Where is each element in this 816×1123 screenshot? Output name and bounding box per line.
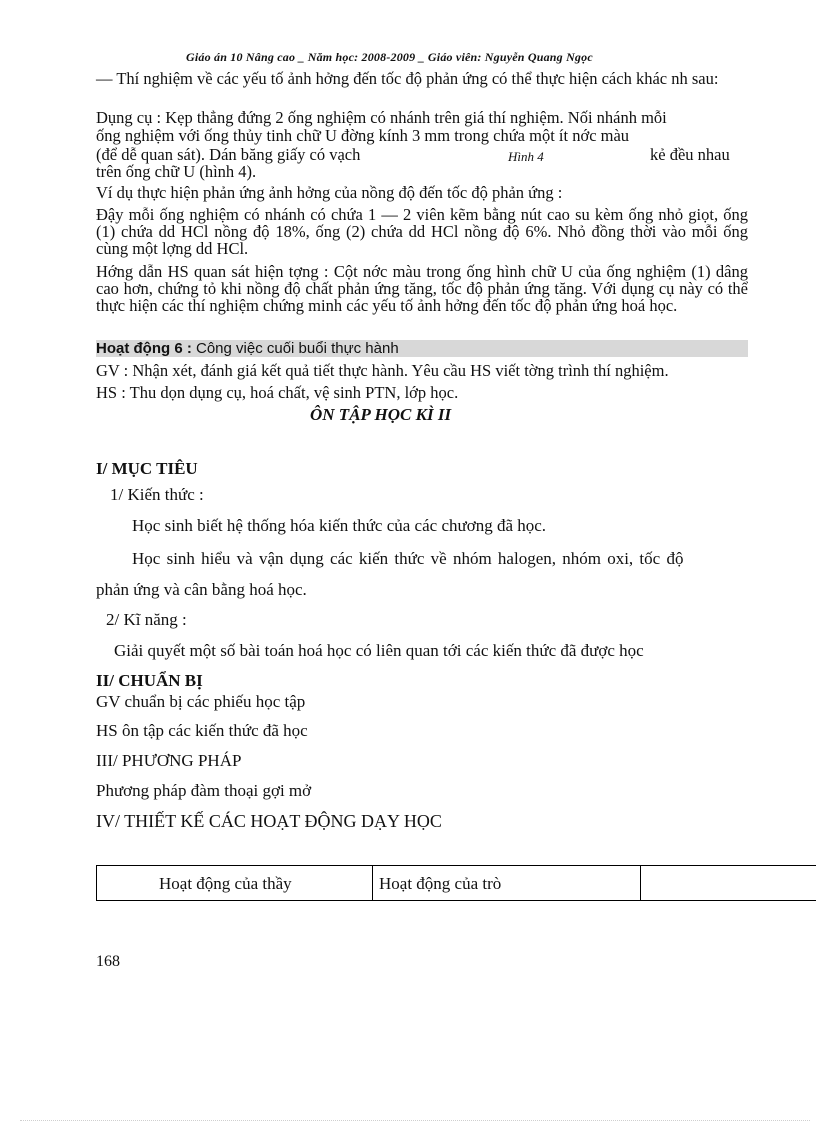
heading-activities: IV/ THIẾT KẾ CÁC HOẠT ĐỘNG DẠY HỌC bbox=[96, 811, 442, 831]
table-divider-2 bbox=[640, 866, 641, 900]
tools-line-4: trên ống chữ U (hình 4). bbox=[96, 162, 257, 181]
section-title: ÔN TẬP HỌC KÌ II bbox=[310, 405, 452, 424]
guide-paragraph: Hớng dẫn HS quan sát hiện tợng : Cột nớc màu trong ống hình chữ U của ống nghiệm (1) dâng cao hơn, chứng tỏ khi nồng độ chất phản ứng tăng, tốc độ phản ứng tăng. Với dụng cụ này có thể thực hiện các thí nghiệm chứng minh các yếu tố ảnh hởng đến tốc độ phản ứng hoá học. bbox=[96, 262, 748, 315]
activity-table-header bbox=[96, 865, 816, 901]
method-line: Phương pháp đàm thoại gợi mở bbox=[96, 781, 312, 800]
knowledge-line-1: Học sinh biết hệ thống hóa kiến thức của các chương đã học. bbox=[132, 516, 547, 535]
knowledge-line-2a: Học sinh hiểu và vận dụng các kiến thức về nhóm halogen, nhóm oxi, tốc độ bbox=[132, 549, 684, 568]
gv-line: GV : Nhận xét, đánh giá kết quả tiết thực hành. Yêu cầu HS viết tờng trình thí nghiệm. bbox=[96, 361, 669, 380]
example-line: Ví dụ thực hiện phản ứng ảnh hởng của nồng độ đến tốc độ phản ứng : bbox=[96, 183, 563, 202]
prep-line-1: GV chuẩn bị các phiếu học tập bbox=[96, 692, 306, 711]
activity-6-text: Công việc cuối buổi thực hành bbox=[196, 340, 399, 357]
heading-preparation: II/ CHUẨN BỊ bbox=[96, 671, 203, 690]
procedure-paragraph: Đậy mỗi ống nghiệm có nhánh có chứa 1 — 2 viên kẽm bằng nút cao su kèm ống nhỏ giọt, ống (1) chứa dd HCl nồng độ 18%, ống (2) chứa dd HCl nồng độ 6%. Nhỏ đồng thời vào mỗi ống cùng một lợng dd HCl. bbox=[96, 205, 748, 258]
experiment-intro: — Thí nghiệm về các yếu tố ảnh hởng đến tốc độ phản ứng có thể thực hiện cách khác nh sau: bbox=[96, 69, 719, 88]
sub-skills: 2/ Kĩ năng : bbox=[106, 610, 187, 629]
col-student: Hoạt động của trò bbox=[379, 874, 502, 893]
page-bottom-divider bbox=[20, 1120, 810, 1121]
knowledge-line-2b: phản ứng và cân bằng hoá học. bbox=[96, 580, 307, 599]
prep-line-2: HS ôn tập các kiến thức đã học bbox=[96, 721, 308, 740]
tools-line-3a: (để dễ quan sát). Dán băng giấy có vạch bbox=[96, 145, 361, 164]
table-divider-1 bbox=[372, 866, 373, 900]
figure-label: Hình 4 bbox=[508, 149, 544, 164]
heading-method: III/ PHƯƠNG PHÁP bbox=[96, 751, 242, 770]
page-header: Giáo án 10 Nâng cao _ Năm học: 2008-2009 _ Giáo viên: Nguyễn Quang Ngọc bbox=[186, 50, 593, 64]
hs-line: HS : Thu dọn dụng cụ, hoá chất, vệ sinh PTN, lớp học. bbox=[96, 383, 459, 402]
page-number: 168 bbox=[96, 953, 120, 970]
sub-knowledge: 1/ Kiến thức : bbox=[110, 485, 204, 504]
col-teacher: Hoạt động của thầy bbox=[159, 874, 292, 893]
heading-objectives: I/ MỤC TIÊU bbox=[96, 459, 198, 478]
activity-6-label: Hoạt động 6 : bbox=[96, 340, 192, 357]
activity-6-heading bbox=[96, 340, 399, 357]
tools-line-2: ống nghiệm với ống thủy tinh chữ U đờng kính 3 mm trong chứa một ít nớc màu bbox=[96, 126, 630, 145]
skills-line: Giải quyết một số bài toán hoá học có liên quan tới các kiến thức đã được học bbox=[114, 641, 644, 660]
tools-line-3b: kẻ đều nhau bbox=[650, 145, 730, 164]
tools-line-1: Dụng cụ : Kẹp thẳng đứng 2 ống nghiệm có nhánh trên giá thí nghiệm. Nối nhánh mỗi bbox=[96, 108, 667, 127]
